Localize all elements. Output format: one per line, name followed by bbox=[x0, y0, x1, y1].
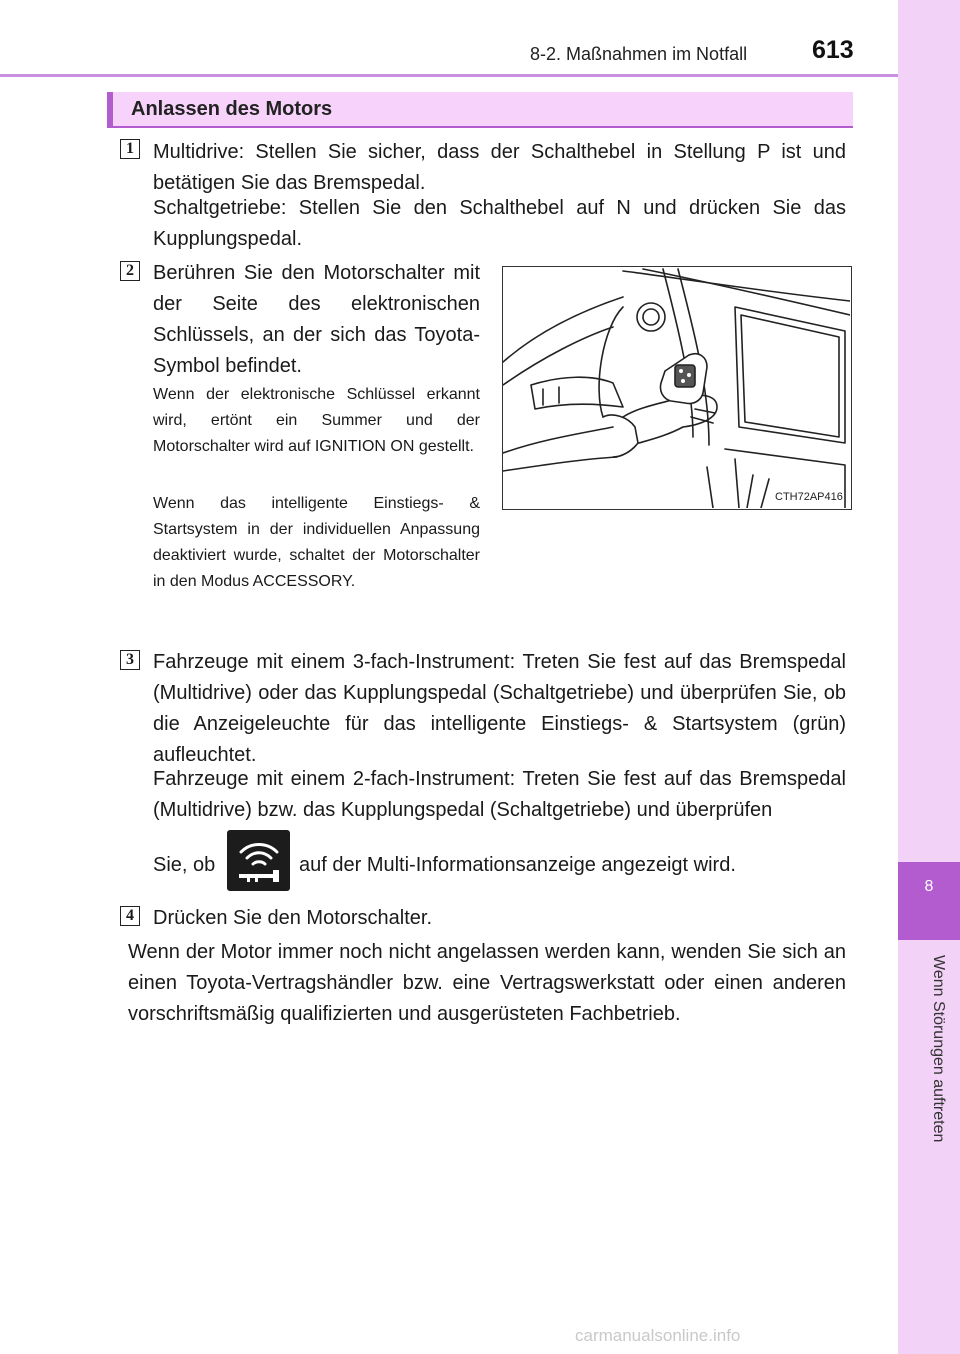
hand-key-on-engine-switch-icon bbox=[503, 267, 850, 508]
step-1-text-2: Schaltgetriebe: Stellen Sie den Schalthebel auf N und drücken Sie das Kupplungspedal. bbox=[153, 197, 846, 250]
step-3-text-3-after: auf der Multi-Informationsanzeige angezeigt wird. bbox=[299, 854, 736, 876]
engine-switch-illustration bbox=[502, 266, 852, 510]
step-number-2: 2 bbox=[120, 261, 140, 281]
header-divider bbox=[0, 74, 898, 77]
closing-paragraph: Wenn der Motor immer noch nicht angelassen werden kann, wenden Sie sich an einen Toyota-Vertragshändler bzw. eine Vertragswerkstatt oder einen anderen vorschriftsmäßig qualifizierten und ausgerüsteten Fachbetrieb. bbox=[128, 941, 846, 1025]
header-section-title: 8-2. Maßnahmen im Notfall bbox=[530, 44, 748, 64]
chapter-side-tab bbox=[898, 0, 960, 1354]
chapter-title: Wenn Störungen auftreten bbox=[930, 955, 947, 1143]
step-2-note-1: Wenn der elektronische Schlüssel erkannt wird, ertönt ein Summer und der Motorschalter wird auf IGNITION ON gestellt. bbox=[153, 386, 480, 455]
step-1-text: Multidrive: Stellen Sie sicher, dass der Schalthebel in Stellung P ist und betätigen Sie das Bremspedal. bbox=[153, 141, 846, 194]
chapter-number: 8 bbox=[924, 878, 934, 895]
step-2-note-2: Wenn das intelligente Einstiegs- & Startsystem in der individuellen Anpassung deaktiviert wurde, schaltet der Motorschalter in den Modus ACCESSORY. bbox=[153, 495, 480, 590]
step-3-text-2: Fahrzeuge mit einem 2-fach-Instrument: Treten Sie fest auf das Bremspedal (Multidrive) bzw. das Kupplungspedal (Schaltgetriebe) und überprüfen bbox=[153, 768, 846, 821]
watermark: carmanualsonline.info bbox=[575, 1326, 741, 1345]
step-2-text: Berühren Sie den Motorschalter mit der Seite des elektronischen Schlüssels, an der sich das Toyota-Symbol befindet. bbox=[153, 262, 480, 377]
page-number: 613 bbox=[812, 36, 854, 64]
chapter-number-box bbox=[898, 862, 960, 940]
step-4-text: Drücken Sie den Motorschalter. bbox=[153, 907, 433, 929]
section-title: Anlassen des Motors bbox=[131, 98, 333, 120]
step-number-4: 4 bbox=[120, 906, 140, 926]
illustration-code: CTH72AP416 bbox=[775, 491, 843, 503]
step-number-3: 3 bbox=[120, 650, 140, 670]
step-number-1: 1 bbox=[120, 139, 140, 159]
step-3-text-3-before: Sie, ob bbox=[153, 854, 216, 876]
step-3-text: Fahrzeuge mit einem 3-fach-Instrument: Treten Sie fest auf das Bremspedal (Multidrive) oder das Kupplungspedal (Schaltgetriebe) und überprüfen Sie, ob die Anzeigeleuchte für das intelligente Einstiegs- & Startsystem (grün) aufleuchtet. bbox=[153, 651, 846, 766]
section-heading-box bbox=[107, 92, 853, 128]
smart-entry-indicator-icon bbox=[227, 830, 290, 891]
